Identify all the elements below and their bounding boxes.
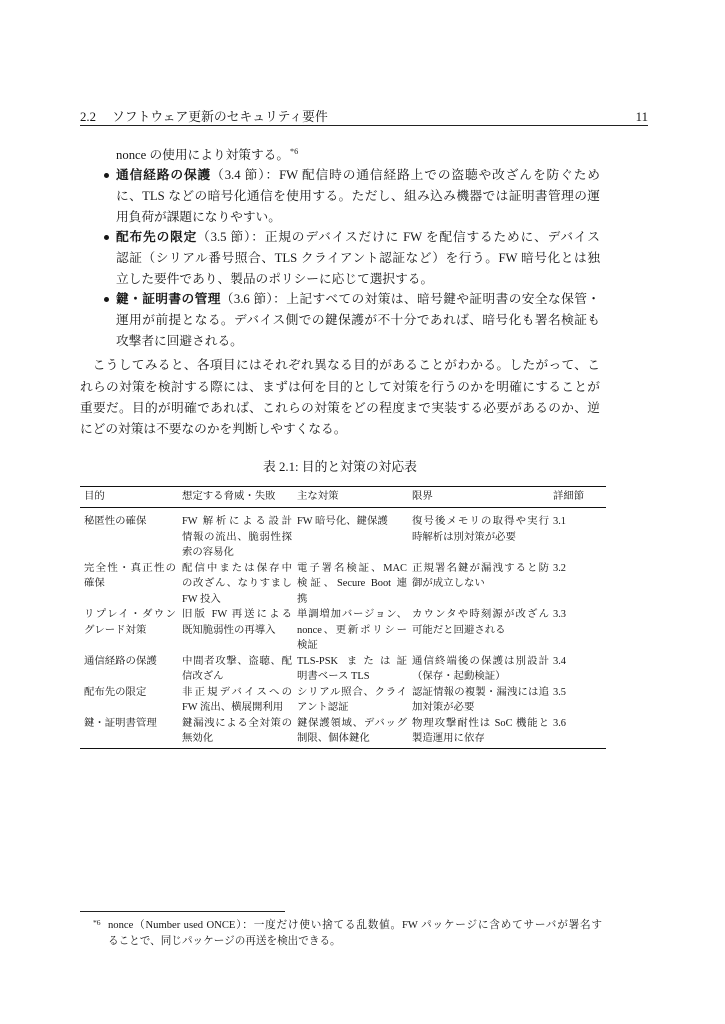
table-cell-line: の改ざん、なりすまし [182, 578, 292, 589]
table-cell-section-ref [549, 654, 606, 685]
bullet-item-key-management [80, 289, 600, 351]
table-cell-line: 明書ベース TLS [297, 671, 370, 682]
table-cell-line: 通信終端後の保護は別設計 [412, 655, 549, 667]
table-cell-line: 携 [297, 593, 308, 605]
table-cell-line: 無効化 [182, 733, 214, 744]
bullet-line [116, 289, 600, 310]
table-cell-section-ref [549, 607, 606, 654]
table-cell-countermeasure [293, 514, 408, 561]
bullet-text: （3.6 節）：上記すべての対策は、暗号鍵や証明書の安全な保管・ [220, 292, 600, 307]
table-header-row [80, 487, 606, 508]
table-cell-purpose [80, 561, 178, 608]
footnote-mark: *6 [93, 918, 101, 927]
table-row [80, 685, 606, 716]
table-cell-line: 検証、Secure Boot 連 [297, 578, 407, 589]
table-cell-purpose [80, 685, 178, 716]
table-cell-countermeasure [293, 716, 408, 747]
table-caption: 表 2.1: 目的と対策の対応表 [263, 460, 417, 474]
table-cell-threat [178, 716, 293, 747]
table-cell-line: FW 解析による設計 [182, 516, 292, 527]
table-cell-line: 確保 [84, 578, 105, 589]
table-cell-line: 旧版 FW 再送による [182, 609, 292, 620]
table-cell-line: リプレイ・ダウン [84, 609, 176, 620]
bullet-line: 運用が前提となる。デバイス側での鍵保護が不十分であれば、暗号化も署名検証も [116, 313, 600, 328]
table-cell-purpose [80, 716, 178, 747]
table-cell-line: 通信経路の保護 [84, 655, 157, 667]
bullet-line: 用負荷が課題になりやすい。 [116, 209, 281, 224]
table-cell-threat [178, 514, 293, 561]
purpose-countermeasure-table [80, 486, 606, 749]
table-cell-section-ref [549, 514, 606, 561]
table-row [80, 716, 606, 747]
table-cell-line: nonce、更新ポリシー [297, 624, 407, 636]
table-cell-line: アント認証 [297, 702, 349, 713]
table-cell-countermeasure [293, 685, 408, 716]
header-section-number: 2.2 [80, 110, 96, 124]
table-cell-line: 可能だと回避される [412, 624, 506, 636]
table-row [80, 654, 606, 685]
table-cell-limitation [408, 654, 549, 685]
table-cell-line: 非正規デバイスへの [182, 686, 292, 698]
bullet-label: 通信経路の保護 [116, 167, 212, 183]
bullet-icon [104, 235, 109, 240]
body-text [80, 145, 600, 441]
table-cell-line: FW 暗号化、鍵保護 [297, 516, 388, 527]
table-cell-limitation [408, 561, 549, 608]
column-header-limitation: 限界 [412, 491, 433, 502]
table-cell-line: 復号後メモリの取得や実行 [412, 516, 549, 527]
table-cell-purpose [80, 514, 178, 561]
table-cell-line: FW 投入 [182, 593, 221, 605]
table-cell-line: 正規署名鍵が漏洩すると防 [412, 562, 549, 574]
table-cell-line: カウンタや時刻源が改ざん [412, 609, 549, 620]
table-cell-limitation [408, 607, 549, 654]
bullet-item-channel-protection [80, 165, 600, 227]
bullet-icon [104, 173, 109, 178]
footnote-line: nonce（Number used ONCE）：一度だけ使い捨てる乱数値。FW パッケージに含めてサーバが署名す [108, 920, 602, 931]
bullet-line: 認証（シリアル番号照合、TLS クライアント認証など）を行う。FW 暗号化とは独 [116, 251, 600, 266]
table-cell-line: 御が成立しない [412, 578, 485, 589]
bullet-item-distribution-restriction [80, 227, 600, 289]
table-cell-line: 3.1 [553, 516, 566, 527]
summary-paragraph [80, 355, 600, 440]
table-cell-section-ref [549, 716, 606, 747]
table-cell-threat [178, 685, 293, 716]
column-header-purpose: 目的 [84, 491, 105, 502]
table-cell-line: 単調増加バージョン、 [297, 609, 407, 620]
table-cell-line: 加対策が必要 [412, 702, 475, 713]
table-cell-line: 3.6 [553, 717, 566, 729]
table-cell-line: 制限、個体鍵化 [297, 733, 370, 744]
table-row [80, 514, 606, 561]
table-cell-line: FW 流出、横展開利用 [182, 702, 284, 713]
table-cell-line: 中間者攻撃、盗聴、配 [182, 655, 292, 667]
table-cell-section-ref [549, 685, 606, 716]
bullet-line: 立した要件であり、製品のポリシーに応じて選択する。 [116, 271, 434, 286]
page-number: 11 [635, 110, 648, 124]
table-cell-line: 3.5 [553, 686, 566, 698]
table-cell-line: 物理攻撃耐性は SoC 機能と [412, 717, 549, 729]
table-cell-countermeasure [293, 607, 408, 654]
table-cell-line: 情報の流出、脆弱性探 [182, 531, 292, 543]
bullet-icon [104, 297, 109, 302]
column-header-section: 詳細節 [553, 491, 585, 502]
table-cell-line: 信改ざん [182, 671, 224, 682]
table-cell-line: 3.4 [553, 655, 566, 667]
table-cell-line: 既知脆弱性の再導入 [182, 624, 276, 636]
table-cell-line: シリアル照合、クライ [297, 686, 407, 698]
table-cell-limitation [408, 716, 549, 747]
bullet-text: （3.4 節）：FW 配信時の通信経路上での盗聴や改ざんを防ぐため [211, 168, 600, 183]
table-cell-line: 3.3 [553, 609, 566, 620]
table-cell-threat [178, 607, 293, 654]
table-cell-line: 電子署名検証、MAC [297, 562, 407, 574]
paragraph-line: れらの対策を検討する際には、まずは何を目的として対策を行うのかを明確にすることが [80, 379, 600, 394]
bullet-label: 鍵・証明書の管理 [116, 291, 221, 307]
table-cell-line: 時解析は別対策が必要 [412, 531, 516, 543]
table-cell-line: 鍵漏洩による全対策の [182, 717, 292, 729]
bullet-text: （3.5 節）：正規のデバイスだけに FW を配信するために、デバイス [197, 230, 600, 245]
footnote-line: ることで、同じパッケージの再送を検出できる。 [108, 936, 341, 947]
table-cell-limitation [408, 685, 549, 716]
continuation-text: nonce の使用により対策する。 [116, 147, 290, 162]
table-cell-purpose [80, 607, 178, 654]
table-cell-line: 完全性・真正性の [84, 562, 176, 574]
table-row [80, 607, 606, 654]
table-cell-line: 配布先の限定 [84, 686, 147, 698]
table-cell-line: グレード対策 [84, 624, 147, 636]
table-cell-line: 検証 [297, 640, 318, 651]
table-cell-section-ref [549, 561, 606, 608]
bullet-line [116, 165, 600, 186]
table-cell-line: 認証情報の複製・漏洩には追 [412, 686, 549, 698]
bullet-label: 配布先の限定 [116, 229, 198, 245]
table-cell-line: 秘匿性の確保 [84, 516, 147, 527]
paragraph-line: こうしてみると、各項目にはそれぞれ異なる目的があることがわかる。したがって、こ [92, 358, 600, 373]
table-cell-line: 鍵・証明書管理 [84, 717, 157, 729]
table-cell-line: 3.2 [553, 562, 566, 574]
bullet-line: に、TLS などの暗号化通信を使用する。ただし、組み込み機器では証明書管理の運 [116, 188, 600, 203]
continuation-line [116, 145, 600, 166]
footnote-rule [80, 911, 285, 912]
table-body [80, 508, 606, 748]
bullet-line [116, 227, 600, 248]
paragraph-line: にどの対策は不要なのかを判断しやすくなる。 [80, 422, 347, 437]
bullet-line: 攻撃者に回避される。 [116, 333, 243, 348]
table-cell-line: 配信中または保存中 [182, 562, 292, 574]
footnote [80, 918, 602, 950]
table-cell-line: 鍵保護領域、デバッグ [297, 717, 407, 729]
column-header-countermeasure: 主な対策 [297, 491, 339, 502]
table-cell-limitation [408, 514, 549, 561]
footnote-reference[interactable]: *6 [290, 147, 299, 157]
column-header-threat: 想定する脅威・失敗 [182, 491, 276, 502]
table-cell-countermeasure [293, 654, 408, 685]
table-cell-threat [178, 654, 293, 685]
header-section-title: ソフトウェア更新のセキュリティ要件 [112, 110, 328, 124]
table-cell-line: TLS-PSK または証 [297, 655, 407, 667]
table-cell-line: （保存・起動検証） [412, 671, 506, 682]
running-header [80, 109, 648, 126]
table-cell-line: 製造運用に依存 [412, 733, 485, 744]
table-cell-purpose [80, 654, 178, 685]
table-cell-countermeasure [293, 561, 408, 608]
table-row [80, 561, 606, 608]
table-cell-line: 索の容易化 [182, 547, 234, 558]
table-cell-threat [178, 561, 293, 608]
paragraph-line: 重要だ。目的が明確であれば、これらの対策をどの程度まで実装する必要があるのか、逆 [80, 401, 600, 416]
